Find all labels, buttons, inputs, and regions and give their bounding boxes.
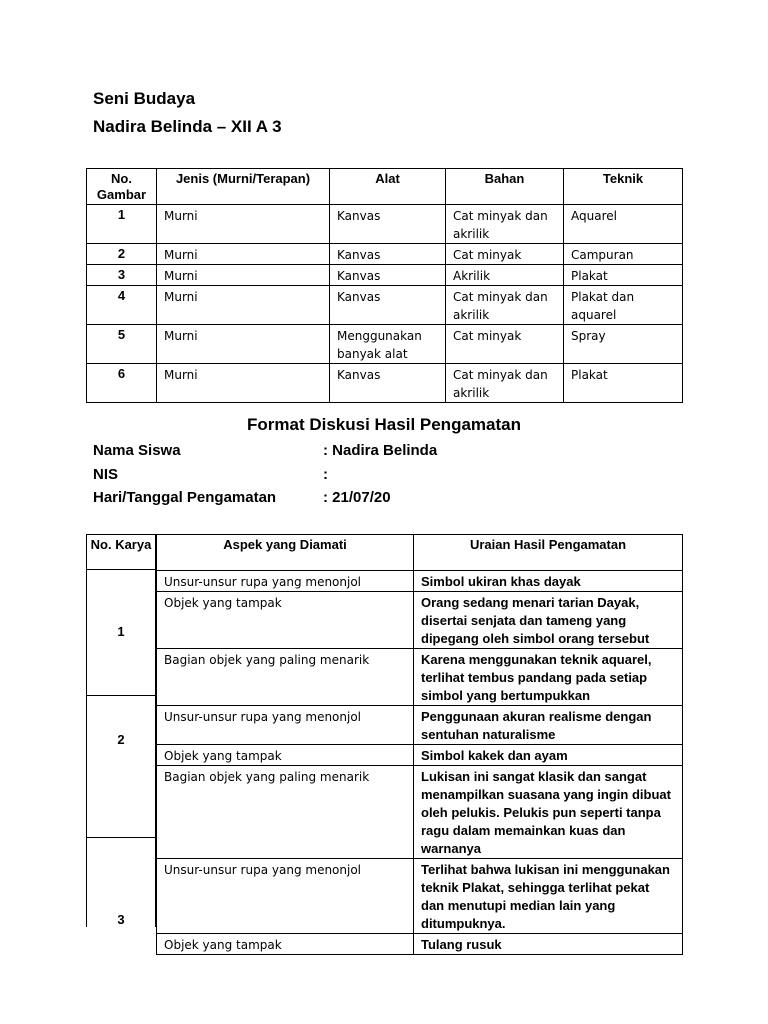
teknik-cell: Aquarel bbox=[564, 205, 683, 244]
header-uraian: Uraian Hasil Pengamatan bbox=[414, 535, 683, 571]
field-value: : bbox=[323, 466, 328, 483]
uraian-cell: Terlihat bahwa lukisan ini menggunakan teknik Plakat, sehingga terlihat pekat dan menutupi median lain yang ditumpuknya. bbox=[414, 859, 683, 934]
bahan-cell: Cat minyak dan akrilik bbox=[446, 286, 564, 325]
field-value: : 21/07/20 bbox=[323, 489, 391, 506]
header-teknik: Teknik bbox=[564, 169, 683, 205]
table-row bbox=[87, 265, 683, 286]
row-number: 5 bbox=[87, 325, 157, 364]
field-tanggal bbox=[93, 489, 391, 506]
table-row bbox=[87, 205, 683, 244]
karya-number: 3 bbox=[117, 912, 125, 927]
table-row bbox=[157, 859, 683, 934]
uraian-cell: Orang sedang menari tarian Dayak, disertai senjata dan tameng yang dipegang oleh simbol orang tersebut bbox=[414, 592, 683, 649]
table-row bbox=[157, 934, 683, 955]
aspek-cell: Unsur-unsur rupa yang menonjol bbox=[157, 706, 414, 745]
row-number: 3 bbox=[87, 265, 157, 286]
bahan-cell: Cat minyak dan akrilik bbox=[446, 364, 564, 403]
alat-cell: Kanvas bbox=[330, 205, 446, 244]
field-nama-siswa bbox=[93, 442, 438, 459]
header-no-karya: No. Karya bbox=[90, 537, 152, 552]
uraian-cell: Karena menggunakan teknik aquarel, terlihat tembus pandang pada setiap simbol yang bertumpukkan bbox=[414, 649, 683, 706]
karya-cell bbox=[86, 695, 156, 838]
table-row bbox=[87, 325, 683, 364]
aspek-cell: Objek yang tampak bbox=[157, 592, 414, 649]
teknik-cell: Plakat bbox=[564, 364, 683, 403]
aspek-cell: Objek yang tampak bbox=[157, 934, 414, 955]
table-row bbox=[87, 286, 683, 325]
table-row bbox=[157, 592, 683, 649]
header-jenis: Jenis (Murni/Terapan) bbox=[157, 169, 330, 205]
teknik-cell: Spray bbox=[564, 325, 683, 364]
table-row bbox=[157, 649, 683, 706]
uraian-cell: Simbol kakek dan ayam bbox=[414, 745, 683, 766]
bahan-cell: Cat minyak bbox=[446, 244, 564, 265]
bahan-cell: Cat minyak bbox=[446, 325, 564, 364]
table-row bbox=[157, 766, 683, 859]
bahan-cell: Cat minyak dan akrilik bbox=[446, 205, 564, 244]
uraian-cell: Simbol ukiran khas dayak bbox=[414, 571, 683, 592]
subject-title: Seni Budaya bbox=[93, 89, 196, 108]
jenis-cell: Murni bbox=[157, 244, 330, 265]
table-row bbox=[157, 706, 683, 745]
field-nis bbox=[93, 466, 328, 483]
table-row bbox=[87, 244, 683, 265]
alat-cell: Kanvas bbox=[330, 286, 446, 325]
alat-cell: Menggunakan banyak alat bbox=[330, 325, 446, 364]
table-row bbox=[157, 745, 683, 766]
form-title: Format Diskusi Hasil Pengamatan bbox=[247, 415, 521, 434]
karya-number: 1 bbox=[117, 624, 125, 639]
jenis-cell: Murni bbox=[157, 205, 330, 244]
header-no-gambar: No. Gambar bbox=[87, 169, 157, 205]
uraian-cell: Tulang rusuk bbox=[414, 934, 683, 955]
aspek-cell: Objek yang tampak bbox=[157, 745, 414, 766]
header-alat: Alat bbox=[330, 169, 446, 205]
artwork-table bbox=[86, 168, 683, 403]
table-row bbox=[157, 571, 683, 592]
row-number: 2 bbox=[87, 244, 157, 265]
bahan-cell: Akrilik bbox=[446, 265, 564, 286]
header-aspek: Aspek yang Diamati bbox=[157, 535, 414, 571]
aspek-cell: Bagian objek yang paling menarik bbox=[157, 649, 414, 706]
jenis-cell: Murni bbox=[157, 364, 330, 403]
jenis-cell: Murni bbox=[157, 325, 330, 364]
karya-number: 2 bbox=[117, 732, 125, 747]
field-label: Hari/Tanggal Pengamatan bbox=[93, 489, 277, 506]
alat-cell: Kanvas bbox=[330, 244, 446, 265]
alat-cell: Kanvas bbox=[330, 364, 446, 403]
header-no-karya-cell bbox=[86, 534, 156, 570]
table-row bbox=[87, 364, 683, 403]
field-label: Nama Siswa bbox=[93, 442, 181, 459]
aspek-cell: Unsur-unsur rupa yang menonjol bbox=[157, 859, 414, 934]
teknik-cell: Campuran bbox=[564, 244, 683, 265]
uraian-cell: Lukisan ini sangat klasik dan sangat menampilkan suasana yang ingin dibuat oleh pelukis. Pelukis pun seperti tanpa ragu dalam memainkan kuas dan warnanya bbox=[414, 766, 683, 859]
row-number: 4 bbox=[87, 286, 157, 325]
student-name: Nadira Belinda – XII A 3 bbox=[93, 117, 282, 136]
row-number: 1 bbox=[87, 205, 157, 244]
observation-table bbox=[156, 534, 683, 955]
alat-cell: Kanvas bbox=[330, 265, 446, 286]
field-value: : Nadira Belinda bbox=[323, 442, 438, 459]
row-number: 6 bbox=[87, 364, 157, 403]
uraian-cell: Penggunaan akuran realisme dengan sentuhan naturalisme bbox=[414, 706, 683, 745]
teknik-cell: Plakat bbox=[564, 265, 683, 286]
field-label: NIS bbox=[93, 466, 119, 483]
aspek-cell: Unsur-unsur rupa yang menonjol bbox=[157, 571, 414, 592]
aspek-cell: Bagian objek yang paling menarik bbox=[157, 766, 414, 859]
header-bahan: Bahan bbox=[446, 169, 564, 205]
teknik-cell: Plakat dan aquarel bbox=[564, 286, 683, 325]
jenis-cell: Murni bbox=[157, 286, 330, 325]
jenis-cell: Murni bbox=[157, 265, 330, 286]
